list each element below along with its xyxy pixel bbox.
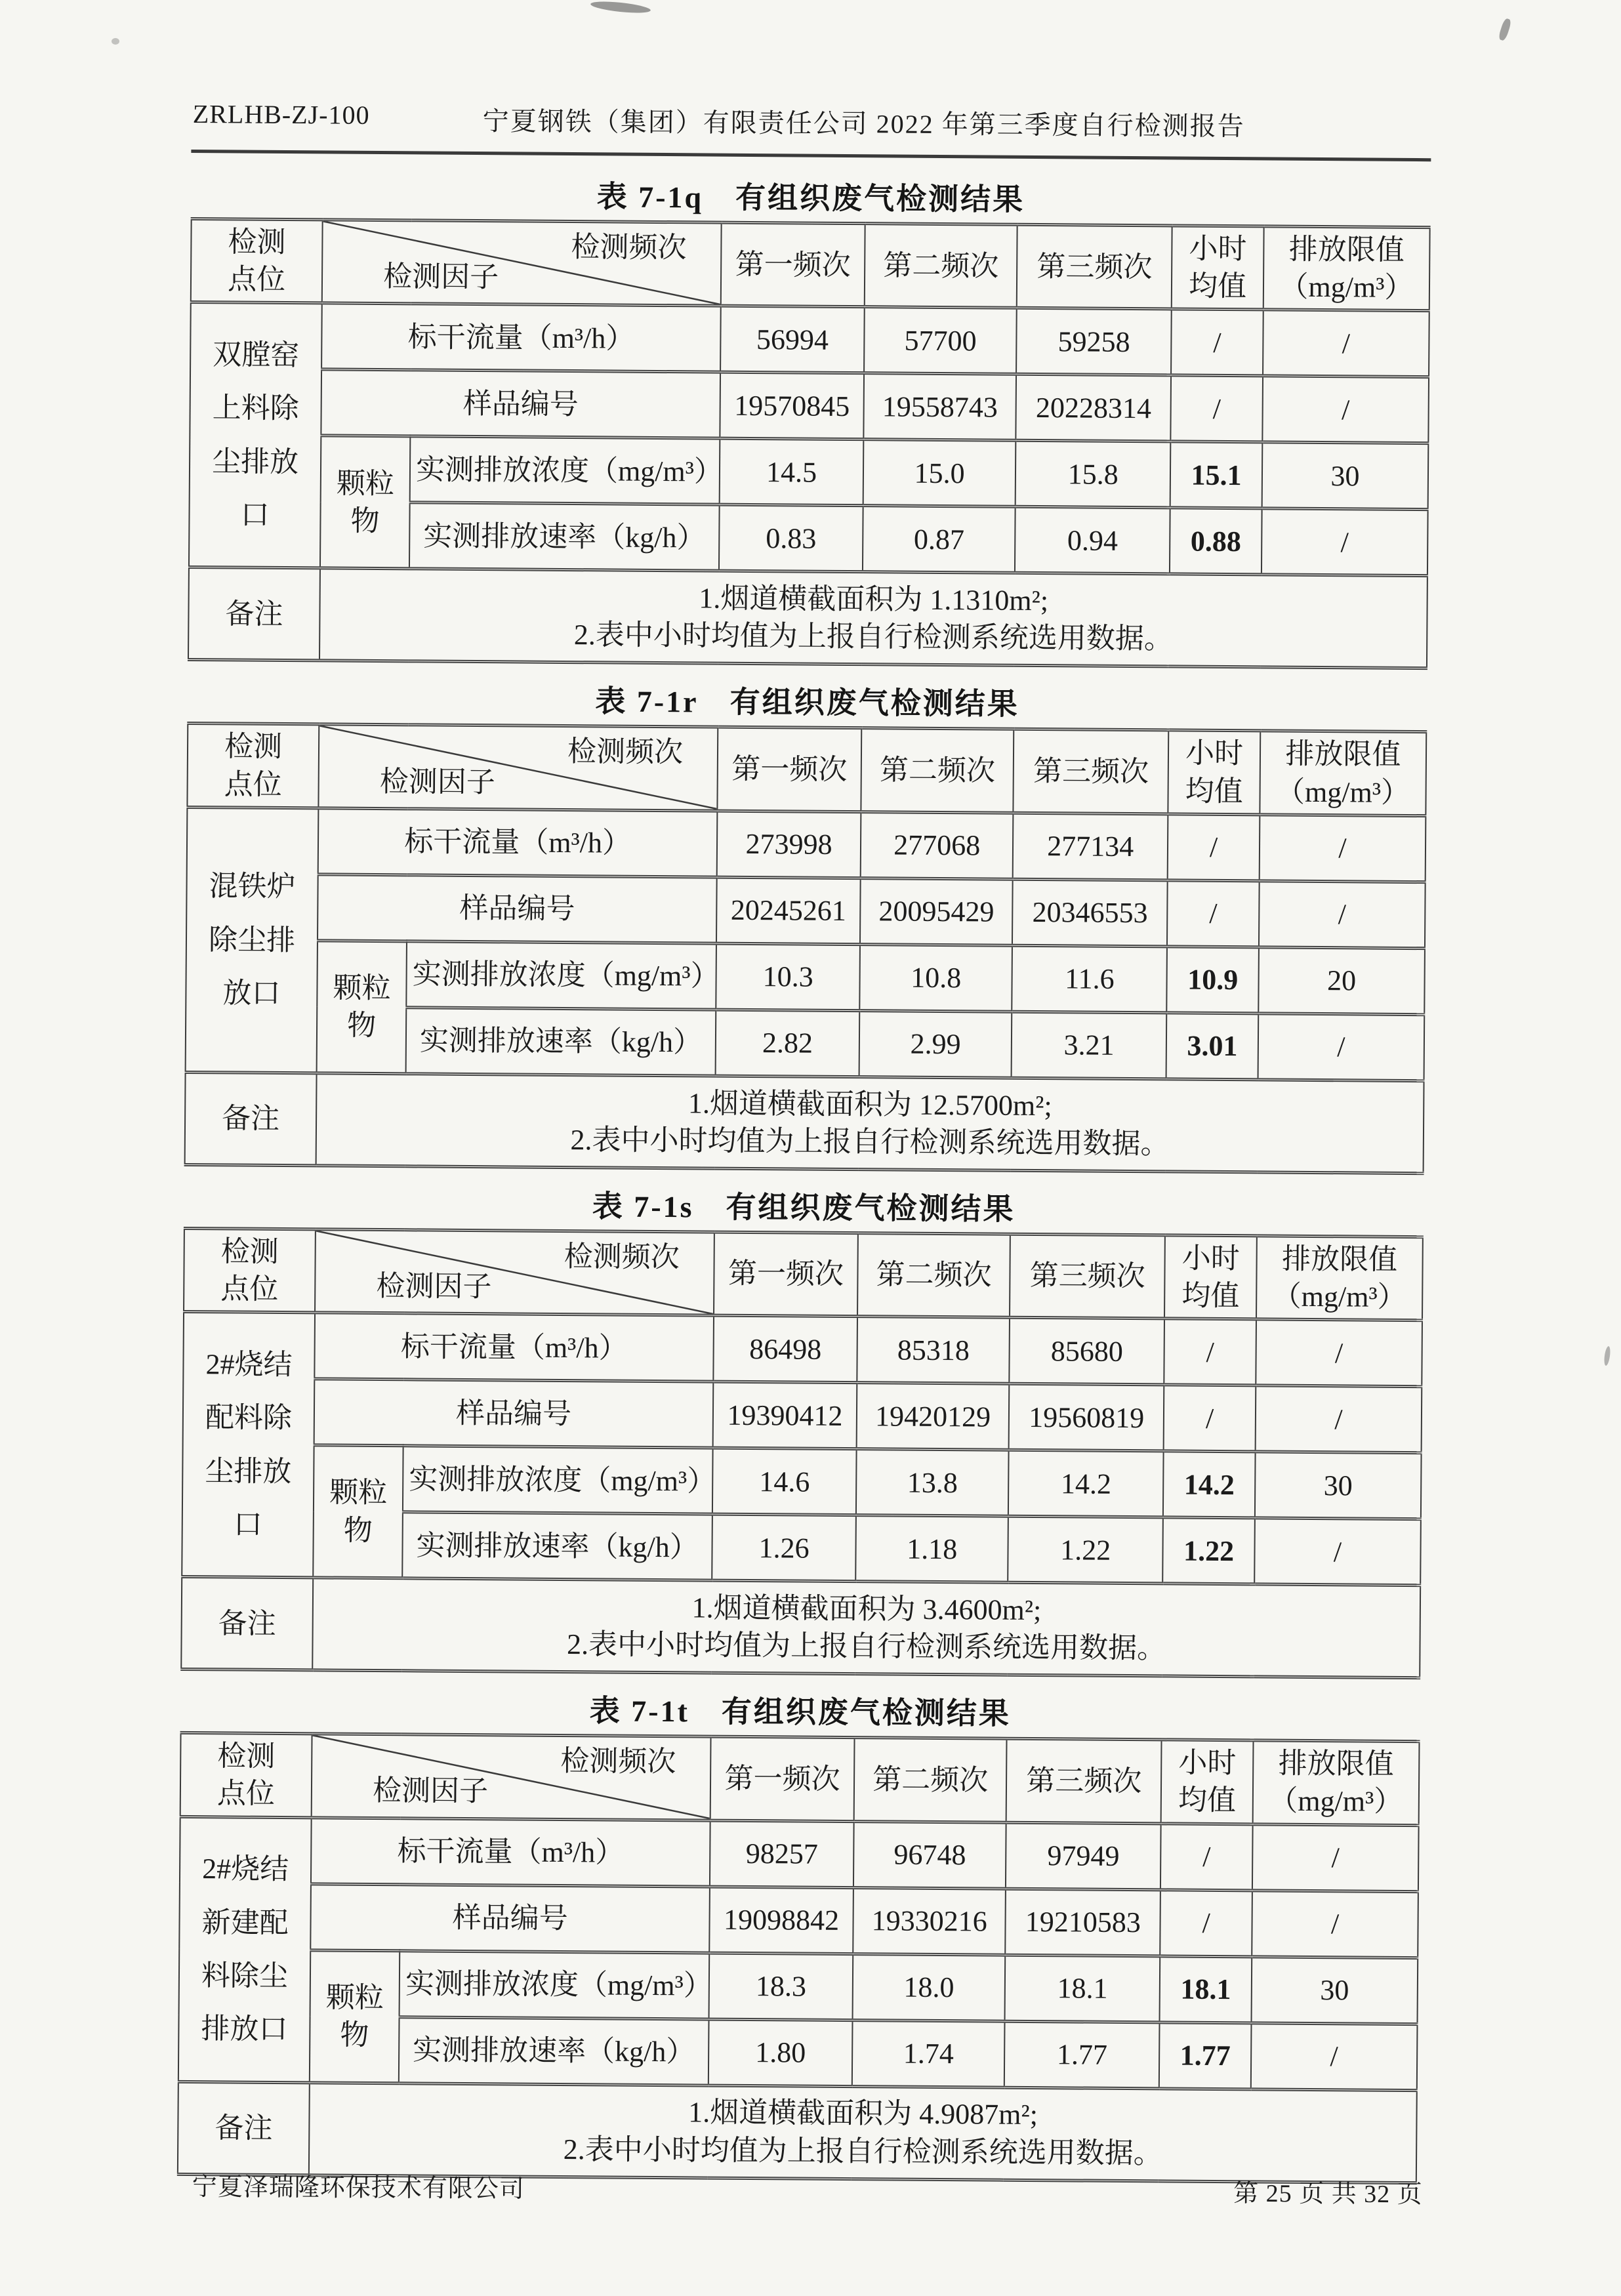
page-content xyxy=(177,0,1432,2184)
conc-limit: 30 xyxy=(1255,1452,1422,1519)
flow-label-cell: 标干流量（m³/h） xyxy=(311,1817,710,1886)
col-header-limit: 排放限值 （mg/m³） xyxy=(1253,1740,1420,1825)
col-header-freq3: 第三频次 xyxy=(1010,1234,1165,1319)
monitoring-table xyxy=(177,1731,1420,2184)
sample-value: 19558743 xyxy=(863,373,1016,441)
flow-hour-avg: / xyxy=(1171,309,1263,376)
doc-code: ZRLHB-ZJ-100 xyxy=(192,99,370,130)
col-header-limit: 排放限值 （mg/m³） xyxy=(1256,1236,1423,1321)
rate-hour-avg: 1.77 xyxy=(1159,2022,1251,2089)
rate-value: 0.83 xyxy=(719,505,863,573)
point-cell xyxy=(189,302,322,568)
sample-value: 20228314 xyxy=(1016,375,1172,442)
table-title: 表 7-1t 有组织废气检测结果 xyxy=(589,1694,1012,1731)
conc-value: 15.0 xyxy=(863,440,1016,507)
diag-freq-label: 检测频次 xyxy=(571,231,687,264)
sample-limit: / xyxy=(1256,1385,1422,1453)
remark-label-cell: 备注 xyxy=(185,1072,317,1165)
rate-value: 1.22 xyxy=(1008,1516,1163,1584)
col-header-limit: 排放限值 （mg/m³） xyxy=(1263,226,1430,311)
sample-value: 19420129 xyxy=(857,1383,1010,1450)
remark-label-cell: 备注 xyxy=(178,2081,310,2175)
diag-freq-label: 检测频次 xyxy=(560,1745,676,1778)
rate-hour-avg: 1.22 xyxy=(1162,1517,1254,1584)
flow-value: 86498 xyxy=(713,1315,857,1383)
table-title: 表 7-1s 有组织废气检测结果 xyxy=(592,1189,1016,1226)
conc-value: 14.5 xyxy=(720,439,864,506)
table-title: 表 7-1r 有组织废气检测结果 xyxy=(595,684,1019,722)
col-header-hour-avg: 小时 均值 xyxy=(1161,1740,1254,1824)
col-header-freq3: 第三频次 xyxy=(1017,224,1172,309)
report-title: 宁夏钢铁（集团）有限责任公司 2022 年第三季度自行检测报告 xyxy=(482,106,1245,142)
col-header-point: 检测 点位 xyxy=(184,1228,316,1313)
conc-value: 18.3 xyxy=(709,1953,853,2020)
flow-value: 277068 xyxy=(861,811,1014,879)
sample-hour-avg: / xyxy=(1171,375,1263,442)
rate-value: 1.77 xyxy=(1004,2021,1160,2089)
sample-value: 19210583 xyxy=(1005,1889,1160,1956)
sample-hour-avg: / xyxy=(1160,1889,1252,1956)
flow-label-cell: 标干流量（m³/h） xyxy=(321,303,721,372)
flow-value: 97949 xyxy=(1006,1822,1161,1890)
sample-label-cell: 样品编号 xyxy=(310,1883,710,1952)
conc-value: 14.6 xyxy=(712,1448,857,1515)
flow-value: 59258 xyxy=(1016,308,1172,376)
rate-limit: / xyxy=(1254,1518,1421,1586)
col-header-point: 检测 点位 xyxy=(191,218,323,303)
flow-hour-avg: / xyxy=(1168,814,1260,881)
point-name: 2#烧结配料除尘排放口 xyxy=(205,1348,293,1541)
sample-value: 19560819 xyxy=(1009,1384,1164,1451)
scan-artifact xyxy=(1498,18,1512,41)
col-header-freq2: 第二频次 xyxy=(865,224,1017,308)
flow-value: 273998 xyxy=(717,811,861,878)
monitoring-table xyxy=(188,217,1431,670)
col-header-freq2: 第二频次 xyxy=(857,1233,1010,1317)
rate-value: 1.80 xyxy=(708,2019,853,2087)
flow-hour-avg: / xyxy=(1164,1319,1256,1385)
scan-artifact xyxy=(1603,1346,1611,1366)
rate-value: 2.99 xyxy=(859,1010,1012,1078)
monitoring-table xyxy=(184,722,1427,1175)
sample-label-cell: 样品编号 xyxy=(318,874,717,943)
col-header-hour-avg: 小时 均值 xyxy=(1172,226,1264,310)
rate-limit: / xyxy=(1262,508,1428,576)
sample-value: 19330216 xyxy=(853,1887,1006,1955)
col-header-diagonal xyxy=(319,724,718,811)
col-header-hour-avg: 小时 均值 xyxy=(1164,1235,1257,1319)
sample-hour-avg: / xyxy=(1167,880,1259,947)
footer-company: 宁夏泽瑞隆环保技术有限公司 xyxy=(192,2173,525,2204)
rate-label-cell: 实测排放速率（kg/h） xyxy=(402,1512,712,1580)
point-cell xyxy=(182,1312,315,1578)
rate-label-cell: 实测排放速率（kg/h） xyxy=(409,502,720,571)
conc-value: 18.1 xyxy=(1005,1955,1160,2022)
flow-limit: / xyxy=(1252,1824,1419,1891)
flow-value: 98257 xyxy=(710,1820,854,1888)
flow-label-cell: 标干流量（m³/h） xyxy=(318,808,718,877)
conc-limit: 30 xyxy=(1251,1956,1418,2024)
rate-limit: / xyxy=(1258,1014,1425,1081)
conc-value: 14.2 xyxy=(1008,1450,1164,1517)
flow-hour-avg: / xyxy=(1160,1823,1252,1890)
remark-content-cell: 1.烟道横截面积为 3.4600m²; 2.表中小时均值为上报自行检测系统选用数据。 xyxy=(312,1578,1420,1678)
monitoring-table xyxy=(180,1227,1424,1680)
rate-label-cell: 实测排放速率（kg/h） xyxy=(399,2017,709,2085)
col-header-freq1: 第一频次 xyxy=(710,1736,855,1821)
conc-label-cell: 实测排放浓度（mg/m³） xyxy=(403,1446,713,1514)
flow-label-cell: 标干流量（m³/h） xyxy=(314,1313,714,1382)
remark-label-cell: 备注 xyxy=(188,567,320,661)
sample-hour-avg: / xyxy=(1164,1385,1256,1452)
page-header xyxy=(192,0,1432,146)
remark-content-cell: 1.烟道横截面积为 12.5700m²; 2.表中小时均值为上报自行检测系统选用数据。 xyxy=(316,1073,1424,1174)
flow-value: 277134 xyxy=(1013,813,1168,880)
table-block-r xyxy=(184,681,1427,1175)
rate-value: 0.87 xyxy=(863,506,1016,573)
flow-value: 85680 xyxy=(1010,1317,1165,1385)
point-cell xyxy=(178,1816,312,2082)
col-header-freq2: 第二频次 xyxy=(861,728,1014,813)
header-rule xyxy=(191,150,1431,161)
conc-label-cell: 实测排放浓度（mg/m³） xyxy=(400,1950,710,2019)
particulate-cell: 颗粒 物 xyxy=(310,1950,400,2083)
page-footer xyxy=(192,2166,1432,2210)
conc-value: 11.6 xyxy=(1012,945,1168,1013)
conc-hour-avg: 18.1 xyxy=(1160,1956,1252,2022)
conc-value: 10.8 xyxy=(859,944,1012,1012)
conc-value: 15.8 xyxy=(1016,441,1171,508)
col-header-freq1: 第一频次 xyxy=(714,1232,858,1317)
conc-label-cell: 实测排放浓度（mg/m³） xyxy=(406,941,716,1010)
sample-value: 20346553 xyxy=(1012,879,1168,947)
col-header-point: 检测 点位 xyxy=(180,1733,312,1818)
point-name: 混铁炉除尘排放口 xyxy=(208,870,296,1010)
col-header-diagonal xyxy=(315,1229,714,1316)
rate-value: 1.74 xyxy=(852,2020,1005,2087)
diag-factor-label: 检测因子 xyxy=(376,1269,492,1303)
rate-value: 1.18 xyxy=(855,1515,1008,1583)
rate-value: 1.26 xyxy=(712,1514,856,1582)
table-block-q xyxy=(188,176,1431,670)
conc-limit: 20 xyxy=(1258,947,1425,1015)
rate-value: 0.94 xyxy=(1015,507,1170,575)
rate-value: 3.21 xyxy=(1012,1012,1167,1079)
col-header-point: 检测 点位 xyxy=(187,724,319,808)
remark-content-cell: 1.烟道横截面积为 4.9087m²; 2.表中小时均值为上报自行检测系统选用数据。 xyxy=(309,2082,1417,2183)
conc-limit: 30 xyxy=(1262,442,1429,510)
sample-label-cell: 样品编号 xyxy=(321,369,720,438)
col-header-diagonal xyxy=(322,220,722,306)
rate-limit: / xyxy=(1251,2022,1418,2090)
flow-value: 56994 xyxy=(720,306,865,374)
diag-freq-label: 检测频次 xyxy=(567,735,684,769)
point-name: 双膛窑上料除尘排放口 xyxy=(211,338,300,532)
scan-artifact xyxy=(112,38,119,45)
flow-value: 85318 xyxy=(857,1317,1010,1384)
remark-content-cell: 1.烟道横截面积为 1.1310m²; 2.表中小时均值为上报自行检测系统选用数据。 xyxy=(319,568,1427,668)
col-header-freq1: 第一频次 xyxy=(717,727,861,811)
diag-freq-label: 检测频次 xyxy=(564,1240,680,1273)
sample-limit: / xyxy=(1252,1890,1418,1958)
footer-page-info: 第 25 页 共 32 页 xyxy=(1233,2179,1423,2209)
flow-limit: / xyxy=(1263,310,1429,377)
rate-label-cell: 实测排放速率（kg/h） xyxy=(406,1008,716,1076)
conc-value: 13.8 xyxy=(856,1449,1009,1517)
diag-factor-label: 检测因子 xyxy=(383,260,499,294)
col-header-freq3: 第三频次 xyxy=(1006,1738,1162,1823)
rate-hour-avg: 0.88 xyxy=(1170,508,1262,575)
rate-hour-avg: 3.01 xyxy=(1166,1013,1258,1080)
rate-value: 2.82 xyxy=(716,1010,860,1077)
sample-value: 20245261 xyxy=(716,877,861,945)
conc-value: 10.3 xyxy=(716,943,860,1011)
col-header-freq3: 第三频次 xyxy=(1014,729,1169,814)
col-header-freq2: 第二频次 xyxy=(854,1738,1007,1822)
sample-value: 19570845 xyxy=(720,373,864,440)
conc-hour-avg: 15.1 xyxy=(1170,441,1262,508)
flow-limit: / xyxy=(1260,815,1426,882)
sample-value: 19390412 xyxy=(713,1382,857,1449)
particulate-cell: 颗粒 物 xyxy=(320,436,410,569)
point-cell xyxy=(186,807,319,1073)
col-header-hour-avg: 小时 均值 xyxy=(1168,730,1261,814)
table-block-t xyxy=(177,1691,1420,2184)
remark-label-cell: 备注 xyxy=(181,1577,313,1670)
table-title: 表 7-1q 有组织废气检测结果 xyxy=(596,180,1025,216)
col-header-freq1: 第一频次 xyxy=(721,222,865,307)
sample-limit: / xyxy=(1262,376,1429,443)
flow-limit: / xyxy=(1256,1319,1422,1387)
diag-factor-label: 检测因子 xyxy=(379,765,495,798)
col-header-diagonal xyxy=(312,1734,711,1820)
sample-value: 20095429 xyxy=(860,878,1013,945)
flow-value: 57700 xyxy=(864,307,1017,375)
conc-label-cell: 实测排放浓度（mg/m³） xyxy=(410,436,720,504)
conc-hour-avg: 10.9 xyxy=(1167,947,1259,1014)
particulate-cell: 颗粒 物 xyxy=(313,1445,403,1578)
sample-label-cell: 样品编号 xyxy=(314,1379,714,1448)
diag-factor-label: 检测因子 xyxy=(372,1774,489,1808)
conc-hour-avg: 14.2 xyxy=(1163,1451,1255,1518)
col-header-limit: 排放限值 （mg/m³） xyxy=(1260,731,1426,815)
sample-value: 19098842 xyxy=(709,1887,853,1954)
flow-value: 96748 xyxy=(853,1821,1006,1889)
point-name: 2#烧结新建配料除尘排放口 xyxy=(201,1853,289,2046)
particulate-cell: 颗粒 物 xyxy=(317,941,407,1074)
conc-value: 18.0 xyxy=(853,1954,1006,2021)
sample-limit: / xyxy=(1259,881,1426,949)
table-block-s xyxy=(180,1186,1424,1680)
